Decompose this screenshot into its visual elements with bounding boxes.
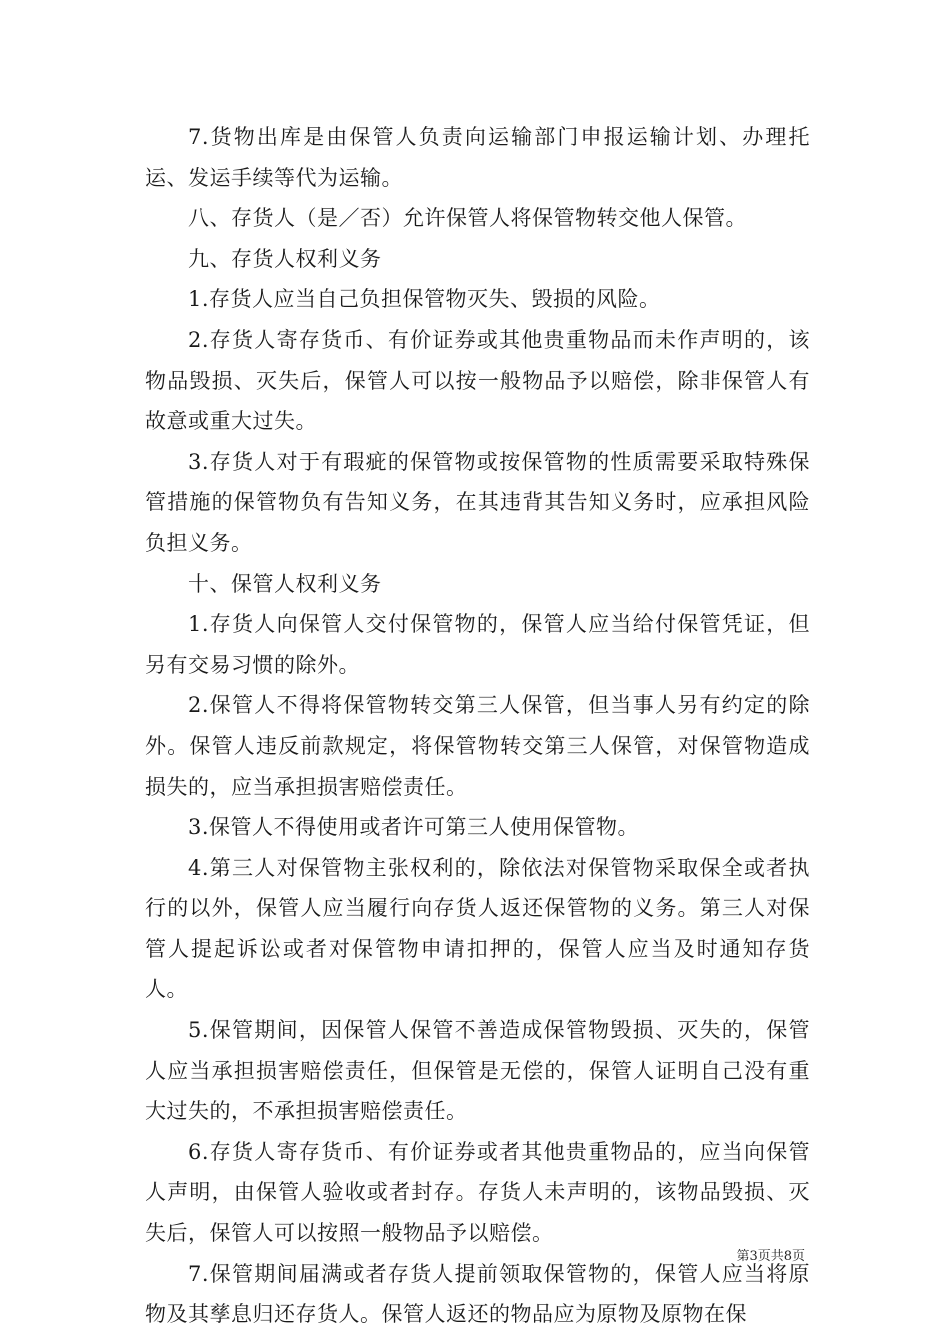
paragraph-10-1: 1.存货人向保管人交付保管物的，保管人应当给付保管凭证，但另有交易习惯的除外。: [145, 612, 810, 677]
page-number-footer: [736, 1245, 805, 1264]
heading-10-custodian-rights: 十、保管人权利义务: [188, 571, 382, 596]
paragraph-9-3: 3.存货人对于有瑕疵的保管物或按保管物的性质需要采取特殊保管措施的保管物负有告知义务，在其违背其告知义务时，应承担风险负担义务。: [145, 449, 810, 555]
paragraph-10-6: 6.存货人寄存货币、有价证券或者其他贵重物品的，应当向保管人声明，由保管人验收或者封存。存货人未声明的，该物品毁损、灭失后，保管人可以按照一般物品予以赔偿。: [145, 1139, 810, 1246]
paragraph-10-4: 4.第三人对保管物主张权利的，除依法对保管物采取保全或者执行的以外，保管人应当履行向存货人返还保管物的义务。第三人对保管人提起诉讼或者对保管物申请扣押的，保管人应当及时通知存货人。: [145, 855, 810, 1002]
paragraph-10-2: 2.保管人不得将保管物转交第三人保管，但当事人另有约定的除外。保管人违反前款规定，将保管物转交第三人保管，对保管物造成损失的，应当承担损害赔偿责任。: [145, 693, 810, 799]
paragraph-9-2: 2.存货人寄存货币、有价证券或其他贵重物品而未作声明的，该物品毁损、灭失后，保管人可以按一般物品予以赔偿，除非保管人有故意或重大过失。: [145, 327, 810, 434]
paragraph-10-7: 7.保管期间届满或者存货人提前领取保管物的，保管人应当将原物及其孳息归还存货人。保管人返还的物品应为原物及原物在保: [145, 1261, 810, 1327]
page-number-label: 第3页共8页: [736, 1249, 805, 1264]
document-body: [145, 117, 810, 1335]
heading-9-depositor-rights: 九、存货人权利义务: [188, 246, 382, 271]
paragraph-10-5: 5.保管期间，因保管人保管不善造成保管物毁损、灭失的，保管人应当承担损害赔偿责任，但保管是无偿的，保管人证明自己没有重大过失的，不承担损害赔偿责任。: [145, 1018, 810, 1124]
paragraph-9-1: 1.存货人应当自己负担保管物灭失、毁损的风险。: [188, 287, 661, 312]
paragraph-10-3: 3.保管人不得使用或者许可第三人使用保管物。: [188, 815, 640, 840]
heading-8-transfer-permission: 八、存货人（是／否）允许保管人将保管物转交他人保管。: [188, 206, 747, 231]
paragraph-7-cargo-outbound: 7.货物出库是由保管人负责向运输部门申报运输计划、办理托运、发运手续等代为运输。: [145, 125, 810, 190]
